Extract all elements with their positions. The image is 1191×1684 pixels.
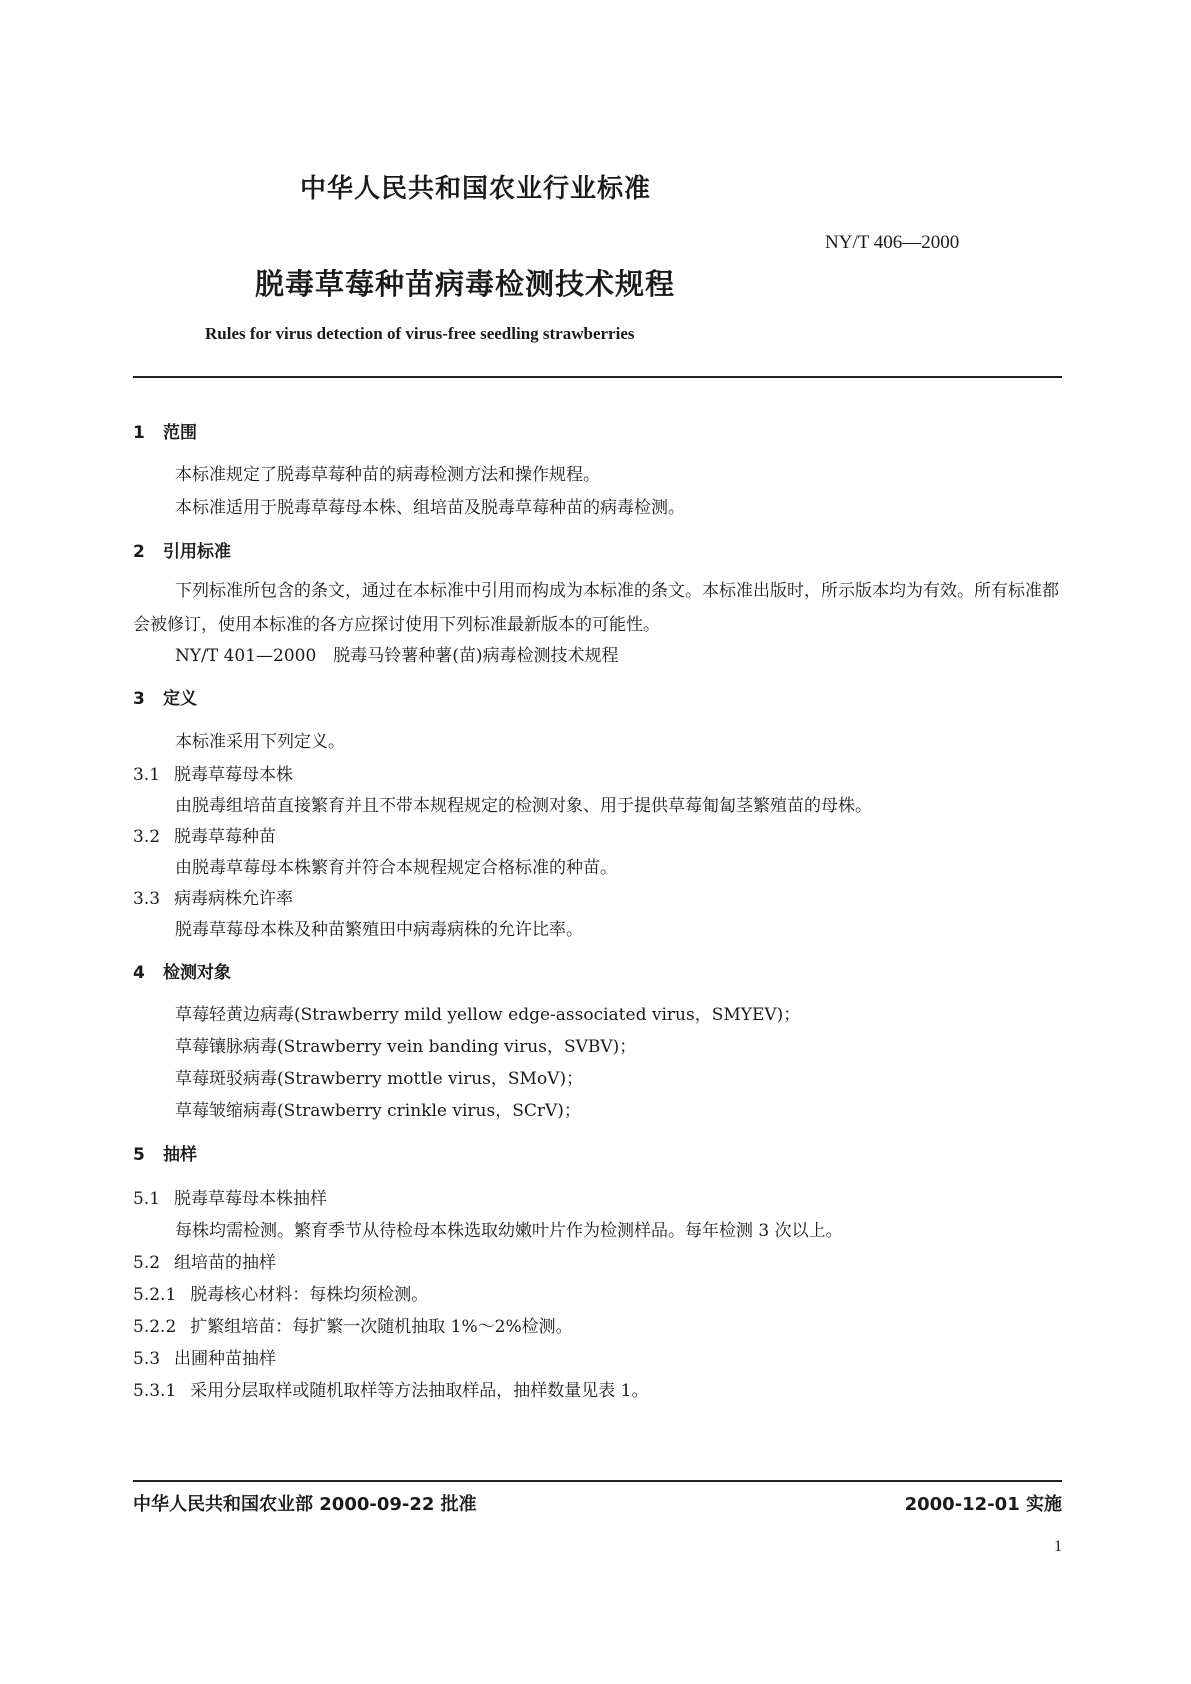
section-1-para-2: 本标准适用于脱毒草莓母本株、组培苗及脱毒草莓种苗的病毒检测。: [175, 498, 685, 518]
clause-number: 5.3.1: [133, 1381, 177, 1401]
definition-3-2-text: 由脱毒草莓母本株繁育并符合本规程规定合格标准的种苗。: [175, 858, 617, 878]
header-divider: [133, 376, 1062, 378]
section-title: 检测对象: [163, 963, 231, 983]
section-1-heading: [133, 418, 197, 443]
section-title: 范围: [163, 423, 197, 443]
section-5-heading: [133, 1140, 197, 1165]
clause-5-1-heading: [133, 1184, 327, 1209]
definition-3-1-heading: [133, 760, 293, 785]
clause-number: 3.1: [133, 765, 161, 785]
document-title: 脱毒草莓种苗病毒检测技术规程: [255, 267, 676, 301]
clause-5-3-1: [133, 1376, 648, 1401]
page-number: 1: [1054, 1538, 1062, 1555]
clause-number: 3.2: [133, 827, 161, 847]
clause-number: 3.3: [133, 889, 161, 909]
clause-title: 脱毒草莓母本株抽样: [174, 1189, 328, 1209]
clause-title: 出圃种苗抽样: [174, 1349, 277, 1369]
clause-5-2-2: [133, 1312, 573, 1337]
definition-3-3-text: 脱毒草莓母本株及种苗繁殖田中病毒病株的允许比率。: [175, 920, 583, 940]
clause-5-2-1: [133, 1280, 428, 1305]
section-number: 4: [133, 963, 145, 983]
section-number: 5: [133, 1145, 145, 1165]
section-number: 2: [133, 542, 145, 562]
implementation-date: 2000-12-01 实施: [904, 1494, 1062, 1515]
definition-3-1-text: 由脱毒组培苗直接繁育并且不带本规程规定的检测对象、用于提供草莓匍匐茎繁殖苗的母株。: [175, 796, 872, 816]
virus-item-smyev: 草莓轻黄边病毒(Strawberry mild yellow edge-associated virus，SMYEV)；: [175, 1005, 801, 1025]
clause-title: 组培苗的抽样: [174, 1253, 277, 1273]
clause-text: 采用分层取样或随机取样等方法抽取样品，抽样数量见表 1。: [190, 1381, 649, 1401]
section-title: 抽样: [163, 1145, 197, 1165]
clause-5-1-text: 每株均需检测。繁育季节从待检母本株选取幼嫩叶片作为检测样品。每年检测 3 次以上。: [175, 1221, 843, 1241]
section-title: 定义: [163, 689, 197, 709]
document-title-english: Rules for virus detection of virus-free seedling strawberries: [205, 324, 635, 343]
definition-3-3-heading: [133, 884, 293, 909]
clause-title: 脱毒草莓母本株: [174, 765, 294, 785]
section-1-para-1: 本标准规定了脱毒草莓种苗的病毒检测方法和操作规程。: [175, 465, 600, 485]
section-2-para-1: 下列标准所包含的条文，通过在本标准中引用而构成为本标准的条文。本标准出版时，所示版本均为有效。所有标准都会被修订，使用本标准的各方应探讨使用下列标准最新版本的可能性。: [133, 581, 1059, 635]
clause-5-2-heading: [133, 1248, 276, 1273]
clause-text: 扩繁组培苗：每扩繁一次随机抽取 1%～2%检测。: [190, 1317, 573, 1337]
section-number: 3: [133, 689, 145, 709]
virus-item-svbv: 草莓镶脉病毒(Strawberry vein banding virus，SVBV)；: [175, 1037, 637, 1057]
clause-text: 脱毒核心材料：每株均须检测。: [190, 1285, 429, 1305]
section-3-heading: [133, 684, 197, 709]
clause-title: 脱毒草莓种苗: [174, 827, 277, 847]
section-4-heading: [133, 958, 231, 983]
section-title: 引用标准: [163, 542, 231, 562]
standard-code: NY/T 406—2000: [825, 232, 960, 253]
issuer-title: 中华人民共和国农业行业标准: [300, 174, 652, 204]
section-number: 1: [133, 423, 145, 443]
clause-number: 5.2.2: [133, 1317, 177, 1337]
virus-item-scrv: 草莓皱缩病毒(Strawberry crinkle virus，SCrV)；: [175, 1101, 581, 1121]
section-3-para-1: 本标准采用下列定义。: [175, 732, 345, 752]
section-2-heading: [133, 537, 231, 562]
approval-line: 中华人民共和国农业部 2000-09-22 批准: [133, 1494, 477, 1515]
clause-number: 5.2.1: [133, 1285, 177, 1305]
virus-item-smov: 草莓斑驳病毒(Strawberry mottle virus，SMoV)；: [175, 1069, 584, 1089]
clause-5-3-heading: [133, 1344, 276, 1369]
clause-title: 病毒病株允许率: [174, 889, 294, 909]
footer-divider: [133, 1480, 1062, 1482]
clause-number: 5.2: [133, 1253, 161, 1273]
clause-number: 5.1: [133, 1189, 161, 1209]
section-2-reference: NY/T 401—2000 脱毒马铃薯种薯(苗)病毒检测技术规程: [175, 646, 619, 666]
clause-number: 5.3: [133, 1349, 161, 1369]
definition-3-2-heading: [133, 822, 276, 847]
